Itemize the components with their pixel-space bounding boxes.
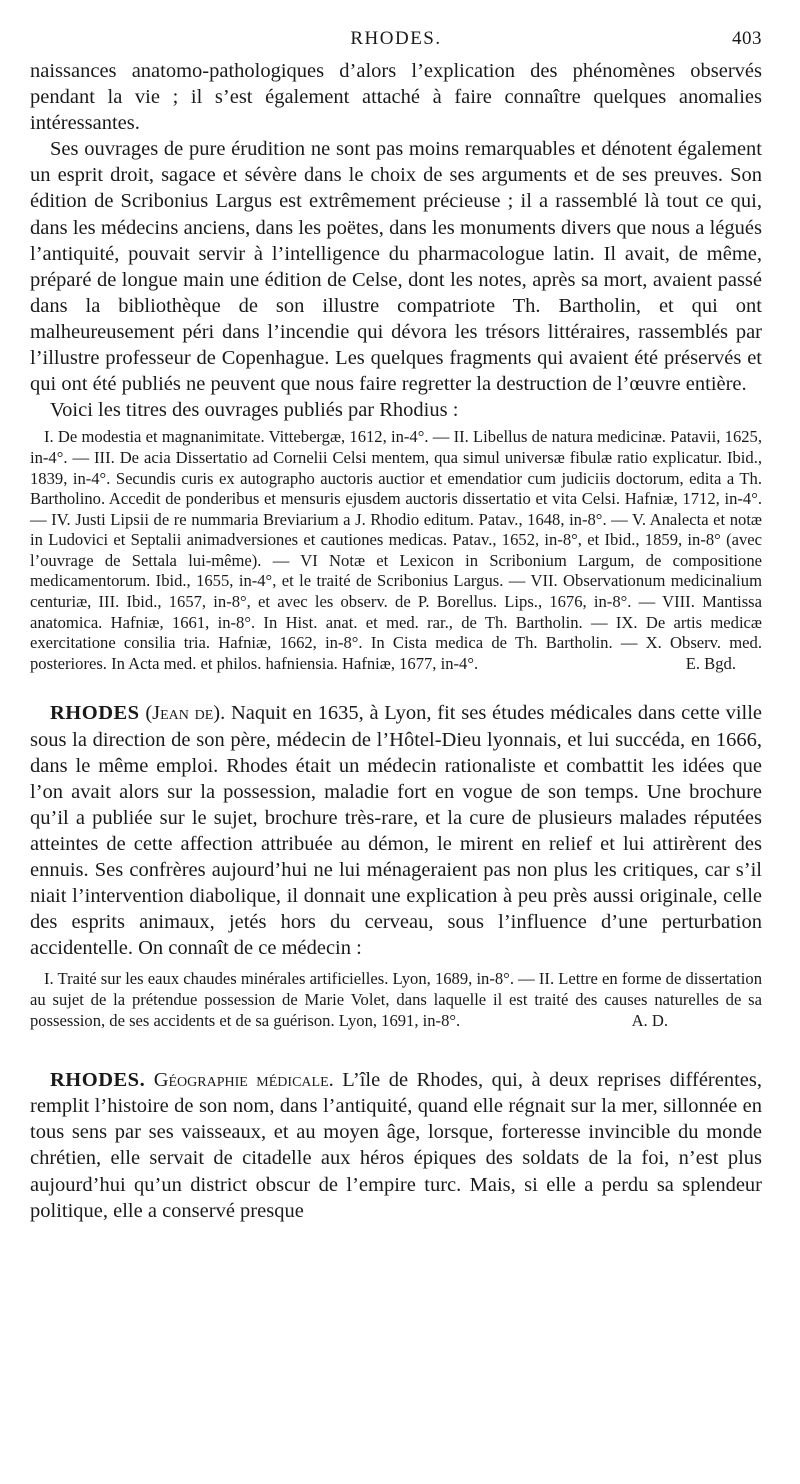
entry-body	[30, 700, 762, 961]
bibliography-jean-text: I. Traité sur les eaux chaudes minérales artificielles. Lyon, 1689, in-8°. — II. Lettre en forme de dissertation au sujet de la prétendue possession de Marie Volet, dans laquelle il est traité des causes naturelles de sa possession, de ses accidents et de sa guérison. Lyon, 1691, in-8°.	[30, 969, 762, 1030]
bibliography-jean-de-rhodes	[30, 969, 762, 1031]
page-content	[30, 58, 762, 1224]
entry-body	[30, 1067, 762, 1224]
entry-geographie-medicale	[30, 1067, 762, 1224]
entry-headword: RHODES.	[50, 1069, 146, 1092]
paragraph-list-intro: Voici les titres des ouvrages publiés par Rhodius :	[50, 399, 459, 422]
entry-jean-de-rhodes	[30, 700, 762, 1031]
page-number: 403	[732, 28, 762, 49]
bibliography-rhodius	[30, 427, 762, 674]
running-header	[30, 28, 762, 54]
running-title: RHODES.	[350, 28, 442, 49]
entry-qualifier: (Jean de).	[145, 702, 226, 725]
paragraph-erudition: Ses ouvrages de pure érudition ne sont pas moins remarquables et dénotent également un esprit droit, sagace et sévère dans le choix de ses arguments et de ses preuves. Son édition de Scribonius Largus est extrêmement précieuse ; il a rassemblé là tout ce qui, dans les médecins anciens, dans les poëtes, dans les monuments divers que nous a légués l’antiquité, pouvait servir à l’intelligence du pharmacologue latin. Il avait, de même, préparé de longue main une édition de Celse, dont les notes, après sa mort, avaient passé dans la bibliothèque de son illustre compatriote Th. Bartholin, et qui ont malheureusement péri dans l’incendie qui dévora les trésors littéraires, rassemblés par l’illustre professeur de Copenhague. Les quelques fragments qui avaient été préservés et qui ont été publiés ne peuvent que nous faire regretter la destruction de l’œuvre entière.	[30, 138, 762, 396]
author-signature: E. Bgd.	[685, 653, 736, 673]
entry-qualifier: Géographie médicale.	[153, 1069, 334, 1092]
paragraph-continued: naissances anatomo-pathologiques d’alors l’explication des phénomènes observés pendant la vie ; il s’est également attaché à faire connaître quelques anomalies intéressantes.	[30, 60, 762, 135]
bibliography-rhodius-text: I. De modestia et magnanimitate. Vittebergæ, 1612, in-4°. — II. Libellus de natura medicinæ. Patavii, 1625, in-4°. — III. De acia Dissertatio ad Cornelii Celsi mentem, qua simul universæ fibulæ ratio explicatur. Ibid., 1839, in-4°. Secundis curis ex autographo auctoris auctior et emendatior cum judiciis doctorum, edita a Th. Bartholino. Accedit de ponderibus et mensuris ejusdem auctoris dissertatio et vita Celsi. Hafniæ, 1712, in-4°. — IV. Justi Lipsii de re nummaria Breviarium a J. Rhodio editum. Patav., 1648, in-8°. — V. Analecta et notæ in Ludovici et Septalii animadversiones et cautiones medicas. Patav., 1652, in-8°, et Ibid., 1859, in-8° (avec l’ouvrage de Settala lui-même). — VI Notæ et Lexicon in Scribonium Largum, de compositione medicamentorum. Ibid., 1655, in-4°, et le traité de Scribonius Largus. — VII. Observationum medicinalium centuriæ, III. Ibid., 1657, in-8°, et avec les observ. de P. Borellus. Lips., 1676, in-8°. — VIII. Mantissa anatomica. Hafniæ, 1661, in-8°. In Hist. anat. et med. rar., de Th. Bartholin. — IX. De artis medicæ exercitatione consilia tria. Hafniæ, 1662, in-8°. In Cista medica de Th. Bartholin. — X. Observ. med. posteriores. In Acta med. et philos. hafniensia. Hafniæ, 1677, in-4°.	[30, 427, 762, 673]
entry-text: Naquit en 1635, à Lyon, fit ses études médicales dans cette ville sous la direction de son père, médecin de l’Hôtel-Dieu lyonnais, et lui succéda, en 1666, dans le même emploi. Rhodes était un médecin rationaliste et combattit les idées que l’on avait alors sur la possession, maladie fort en vogue de son temps. Une brochure qu’il a publiée sur le sujet, brochure très-rare, et la cure de plusieurs malades réputées atteintes de cette affection attribuée au démon, le mirent en relief et lui attirèrent des ennuis. Ses confrères aujourd’hui ne lui ménageraient pas non plus les critiques, car s’il niait l’intervention diabolique, il donnait une explication à peu près aussi originale, celle des esprits animaux, jetés hors du cerveau, sous l’influence d’une perturbation accidentelle. On connaît de ce médecin :	[30, 702, 762, 960]
entry-headword: RHODES	[50, 702, 140, 725]
author-signature: A. D.	[631, 1010, 668, 1030]
entry-text: L’île de Rhodes, qui, à deux reprises différentes, remplit l’histoire de son nom, dans l’antiquité, quand elle régnait sur la mer, sillonnée en tous sens par ses vaisseaux, et au moyen âge, lorsque, forteresse invincible du monde chrétien, elle servait de citadelle aux héros épiques des soldats de la foi, n’est plus aujourd’hui qu’un district obscur de l’empire turc. Mais, si elle a perdu sa splendeur politique, elle a conservé presque	[30, 1069, 762, 1222]
